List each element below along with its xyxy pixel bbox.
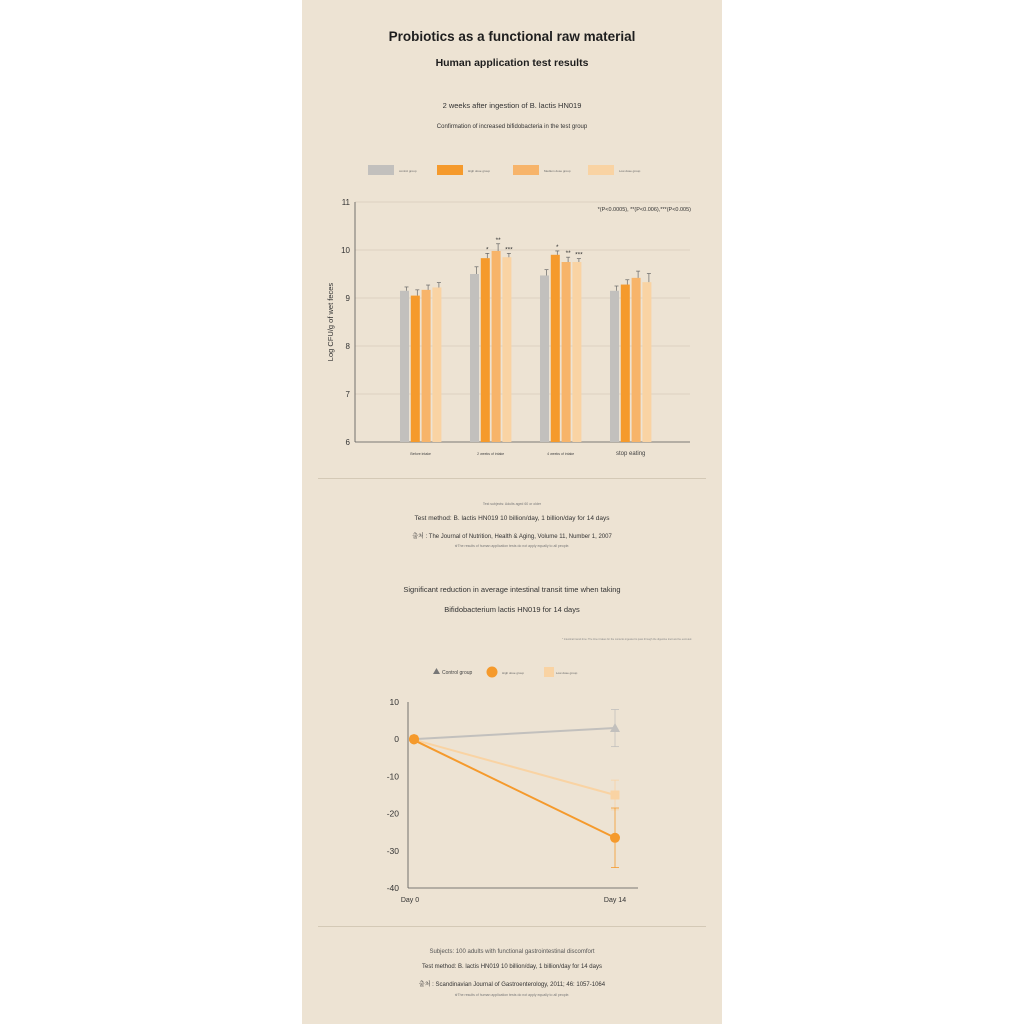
y-tick-label: 10 [389, 697, 399, 707]
significance-marker: * [486, 246, 489, 254]
data-point [611, 791, 620, 800]
series-line [412, 739, 615, 838]
bar [610, 291, 619, 442]
x-tick-label: Before intake [410, 452, 432, 456]
y-tick-label: 11 [341, 198, 350, 207]
page-subtitle: Human application test results [435, 57, 589, 69]
legend-label-3: Low dose group [619, 169, 641, 173]
bar [400, 291, 409, 442]
bar [502, 257, 511, 442]
legend-label-2: Medium dose group [544, 169, 571, 173]
legend-swatch-3 [588, 165, 614, 175]
bar [481, 258, 490, 442]
bar [642, 282, 651, 442]
significance-marker: *** [505, 246, 513, 254]
line-chart-caption-2: Bifidobacterium lactis HN019 for 14 days [444, 605, 580, 614]
y-tick-label: 8 [345, 342, 350, 351]
x-tick-label: stop eating [616, 451, 646, 457]
y-tick-label: -20 [386, 808, 399, 819]
study2-disclaimer: ※The results of human application tests do not apply equally to all people. [454, 993, 570, 997]
study2-subjects: Subjects: 100 adults with functional gastrointestinal discomfort [429, 949, 595, 955]
significance-legend: *(P<0.0005), **(P<0.006),***(P<0.005) [597, 207, 691, 213]
bar [492, 251, 501, 442]
study1-method: Test method: B. lactis HN019 10 billion/day, 1 billion/day for 14 days [414, 515, 610, 522]
page-title: Probiotics as a functional raw material [388, 29, 636, 44]
significance-marker: *** [575, 251, 583, 259]
y-axis-label: Log CFU/g of wet feces [326, 282, 335, 362]
bar-chart-caption: 2 weeks after ingestion of B. lactis HN019 [442, 101, 582, 110]
y-tick-label: -30 [386, 845, 399, 856]
data-point [409, 734, 419, 744]
bar [572, 262, 581, 442]
study2-source: 출처 : Scandinavian Journal of Gastroenterology, 2011; 46: 1057-1064 [418, 982, 606, 988]
y-tick-label: 9 [345, 294, 350, 303]
divider [318, 926, 706, 927]
legend-circle-icon [487, 667, 498, 678]
bar [621, 285, 630, 442]
line-chart [302, 660, 722, 910]
transit-time-footnote: * Intestinal transit time: The time it takes for the contents ingested to pass through the digestive tract and be excreted. [562, 638, 692, 641]
legend-swatch-2 [513, 165, 539, 175]
series-line [412, 739, 615, 795]
bar [562, 262, 571, 442]
legend-label-high: High dose group [502, 671, 525, 675]
legend-label-control: Control group [442, 670, 473, 676]
legend-triangle-icon [433, 668, 440, 674]
bar [422, 290, 431, 442]
x-tick-label: 4 weeks of intake [547, 452, 575, 456]
study1-subjects: Test subjects: Adults aged 60 or older [482, 502, 542, 506]
significance-marker: ** [495, 236, 501, 244]
legend-label-1: High dose group [468, 169, 491, 173]
bar [540, 275, 549, 442]
bar-chart-subcaption: Confirmation of increased bifidobacteria in the test group [436, 124, 588, 130]
divider [318, 478, 706, 479]
series-line [412, 728, 615, 739]
y-tick-label: -10 [386, 771, 399, 782]
y-tick-label: -40 [386, 883, 399, 893]
bar [632, 278, 641, 442]
significance-marker: ** [565, 250, 571, 258]
x-tick-label: Day 14 [603, 897, 627, 904]
study1-source: 출처 : The Journal of Nutrition, Health & Aging, Volume 11, Number 1, 2007 [412, 534, 612, 540]
legend-square-icon [544, 667, 554, 677]
bar [551, 255, 560, 442]
legend-swatch-0 [368, 165, 394, 175]
y-tick-label: 7 [345, 390, 350, 399]
bar [411, 296, 420, 442]
bar-chart [302, 155, 722, 475]
bar [432, 287, 441, 442]
y-tick-label: 6 [345, 438, 350, 447]
x-tick-label: Day 0 [400, 897, 420, 904]
bar [470, 274, 479, 442]
study2-method: Test method: B. lactis HN019 10 billion/day, 1 billion/day for 14 days [422, 964, 602, 970]
legend-label-0: control group [399, 169, 417, 173]
study1-disclaimer: ※The results of human application tests do not apply equally to all people. [454, 544, 570, 548]
content-panel [302, 0, 722, 1024]
x-tick-label: 2 weeks of intake [477, 452, 505, 456]
legend-label-low: Low dose group [556, 671, 578, 675]
y-tick-label: 10 [341, 246, 350, 255]
legend-swatch-1 [437, 165, 463, 175]
significance-marker: * [556, 243, 559, 251]
line-chart-caption-1: Significant reduction in average intestinal transit time when taking [403, 585, 621, 594]
y-tick-label: 0 [394, 734, 399, 745]
data-point [610, 833, 620, 843]
